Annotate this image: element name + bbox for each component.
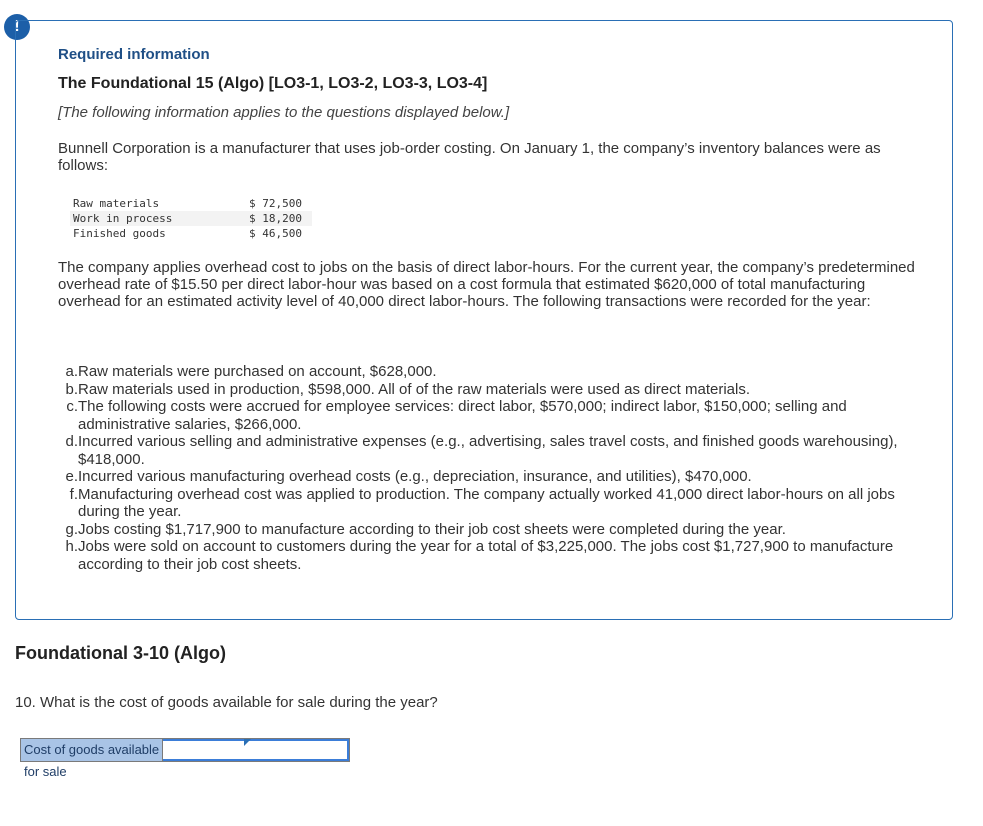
list-item (58, 363, 918, 381)
list-item-text: Jobs were sold on account to customers during the year for a total of $3,225,000. The jobs cost $1,727,900 to manufacture according to their job cost sheets. (78, 538, 894, 573)
inventory-label: Raw materials (70, 196, 246, 211)
cost-of-goods-available-input[interactable] (163, 739, 349, 761)
inventory-balances-table (70, 196, 312, 241)
list-item (58, 468, 918, 486)
list-item-letter: d. (65, 433, 78, 450)
intro-paragraph: Bunnell Corporation is a manufacturer that uses job-order costing. On January 1, the company’s inventory balances were as follows: (58, 140, 881, 174)
list-item-text: Incurred various manufacturing overhead costs (e.g., depreciation, insurance, and utilities), $470,000. (78, 468, 752, 485)
inventory-label: Finished goods (70, 226, 246, 241)
list-item-letter: a. (65, 363, 78, 380)
inventory-value: $ 46,500 (246, 226, 312, 241)
list-item-letter: b. (65, 380, 78, 398)
list-item-letter: e. (65, 468, 78, 485)
list-item (58, 398, 918, 433)
list-item-letter: c. (66, 398, 78, 415)
list-item-letter: g. (65, 520, 78, 538)
inventory-label: Work in process (70, 211, 246, 226)
list-item (58, 381, 918, 399)
required-information-heading: Required information (58, 46, 210, 63)
list-item-text: Jobs costing $1,717,900 to manufacture according to their job cost sheets were completed during the year. (78, 520, 786, 538)
list-item (58, 521, 918, 539)
exclamation-icon: ! (14, 18, 20, 35)
list-item-text: The following costs were accrued for employee services: direct labor, $570,000; indirect labor, $150,000; selling and administrative salaries, $266,000. (78, 398, 847, 433)
list-item-text: Manufacturing overhead cost was applied to production. The company actually worked 41,000 direct labor-hours on all jobs during the year. (78, 485, 895, 520)
list-item-letter: f. (69, 485, 78, 503)
list-item (58, 433, 918, 468)
inventory-value: $ 18,200 (246, 211, 312, 226)
section-title: Foundational 3-10 (Algo) (15, 643, 226, 663)
list-item-text: Raw materials were purchased on account, $628,000. (78, 363, 437, 380)
transactions-list (58, 363, 918, 573)
overhead-paragraph: The company applies overhead cost to jobs on the basis of direct labor-hours. For the current year, the company’s predetermined overhead rate of $15.50 per direct labor-hour was based on a cost formula that estimated $620,000 of total manufacturing overhead for an estimated activity level of 40,000 direct labor-hours. The following transactions were recorded for the year: (58, 259, 915, 310)
table-row (70, 226, 312, 241)
list-item (58, 538, 918, 573)
info-note: [The following information applies to the questions displayed below.] (58, 104, 510, 121)
problem-title: The Foundational 15 (Algo) [LO3-1, LO3-2, LO3-3, LO3-4] (58, 75, 488, 92)
answer-label: Cost of goods available for sale (21, 739, 163, 761)
question-text: 10. What is the cost of goods available for sale during the year? (15, 694, 438, 711)
list-item-text: Raw materials used in production, $598,000. All of of the raw materials were used as direct materials. (78, 380, 750, 398)
table-row (70, 211, 312, 226)
answer-row (20, 738, 350, 779)
list-item-letter: h. (65, 538, 78, 555)
table-row (70, 196, 312, 211)
list-item-text: Incurred various selling and administrative expenses (e.g., advertising, sales travel costs, and finished goods warehousing), $418,000. (78, 433, 898, 468)
inventory-value: $ 72,500 (246, 196, 312, 211)
list-item (58, 486, 918, 521)
input-corner-marker-icon (244, 739, 251, 746)
